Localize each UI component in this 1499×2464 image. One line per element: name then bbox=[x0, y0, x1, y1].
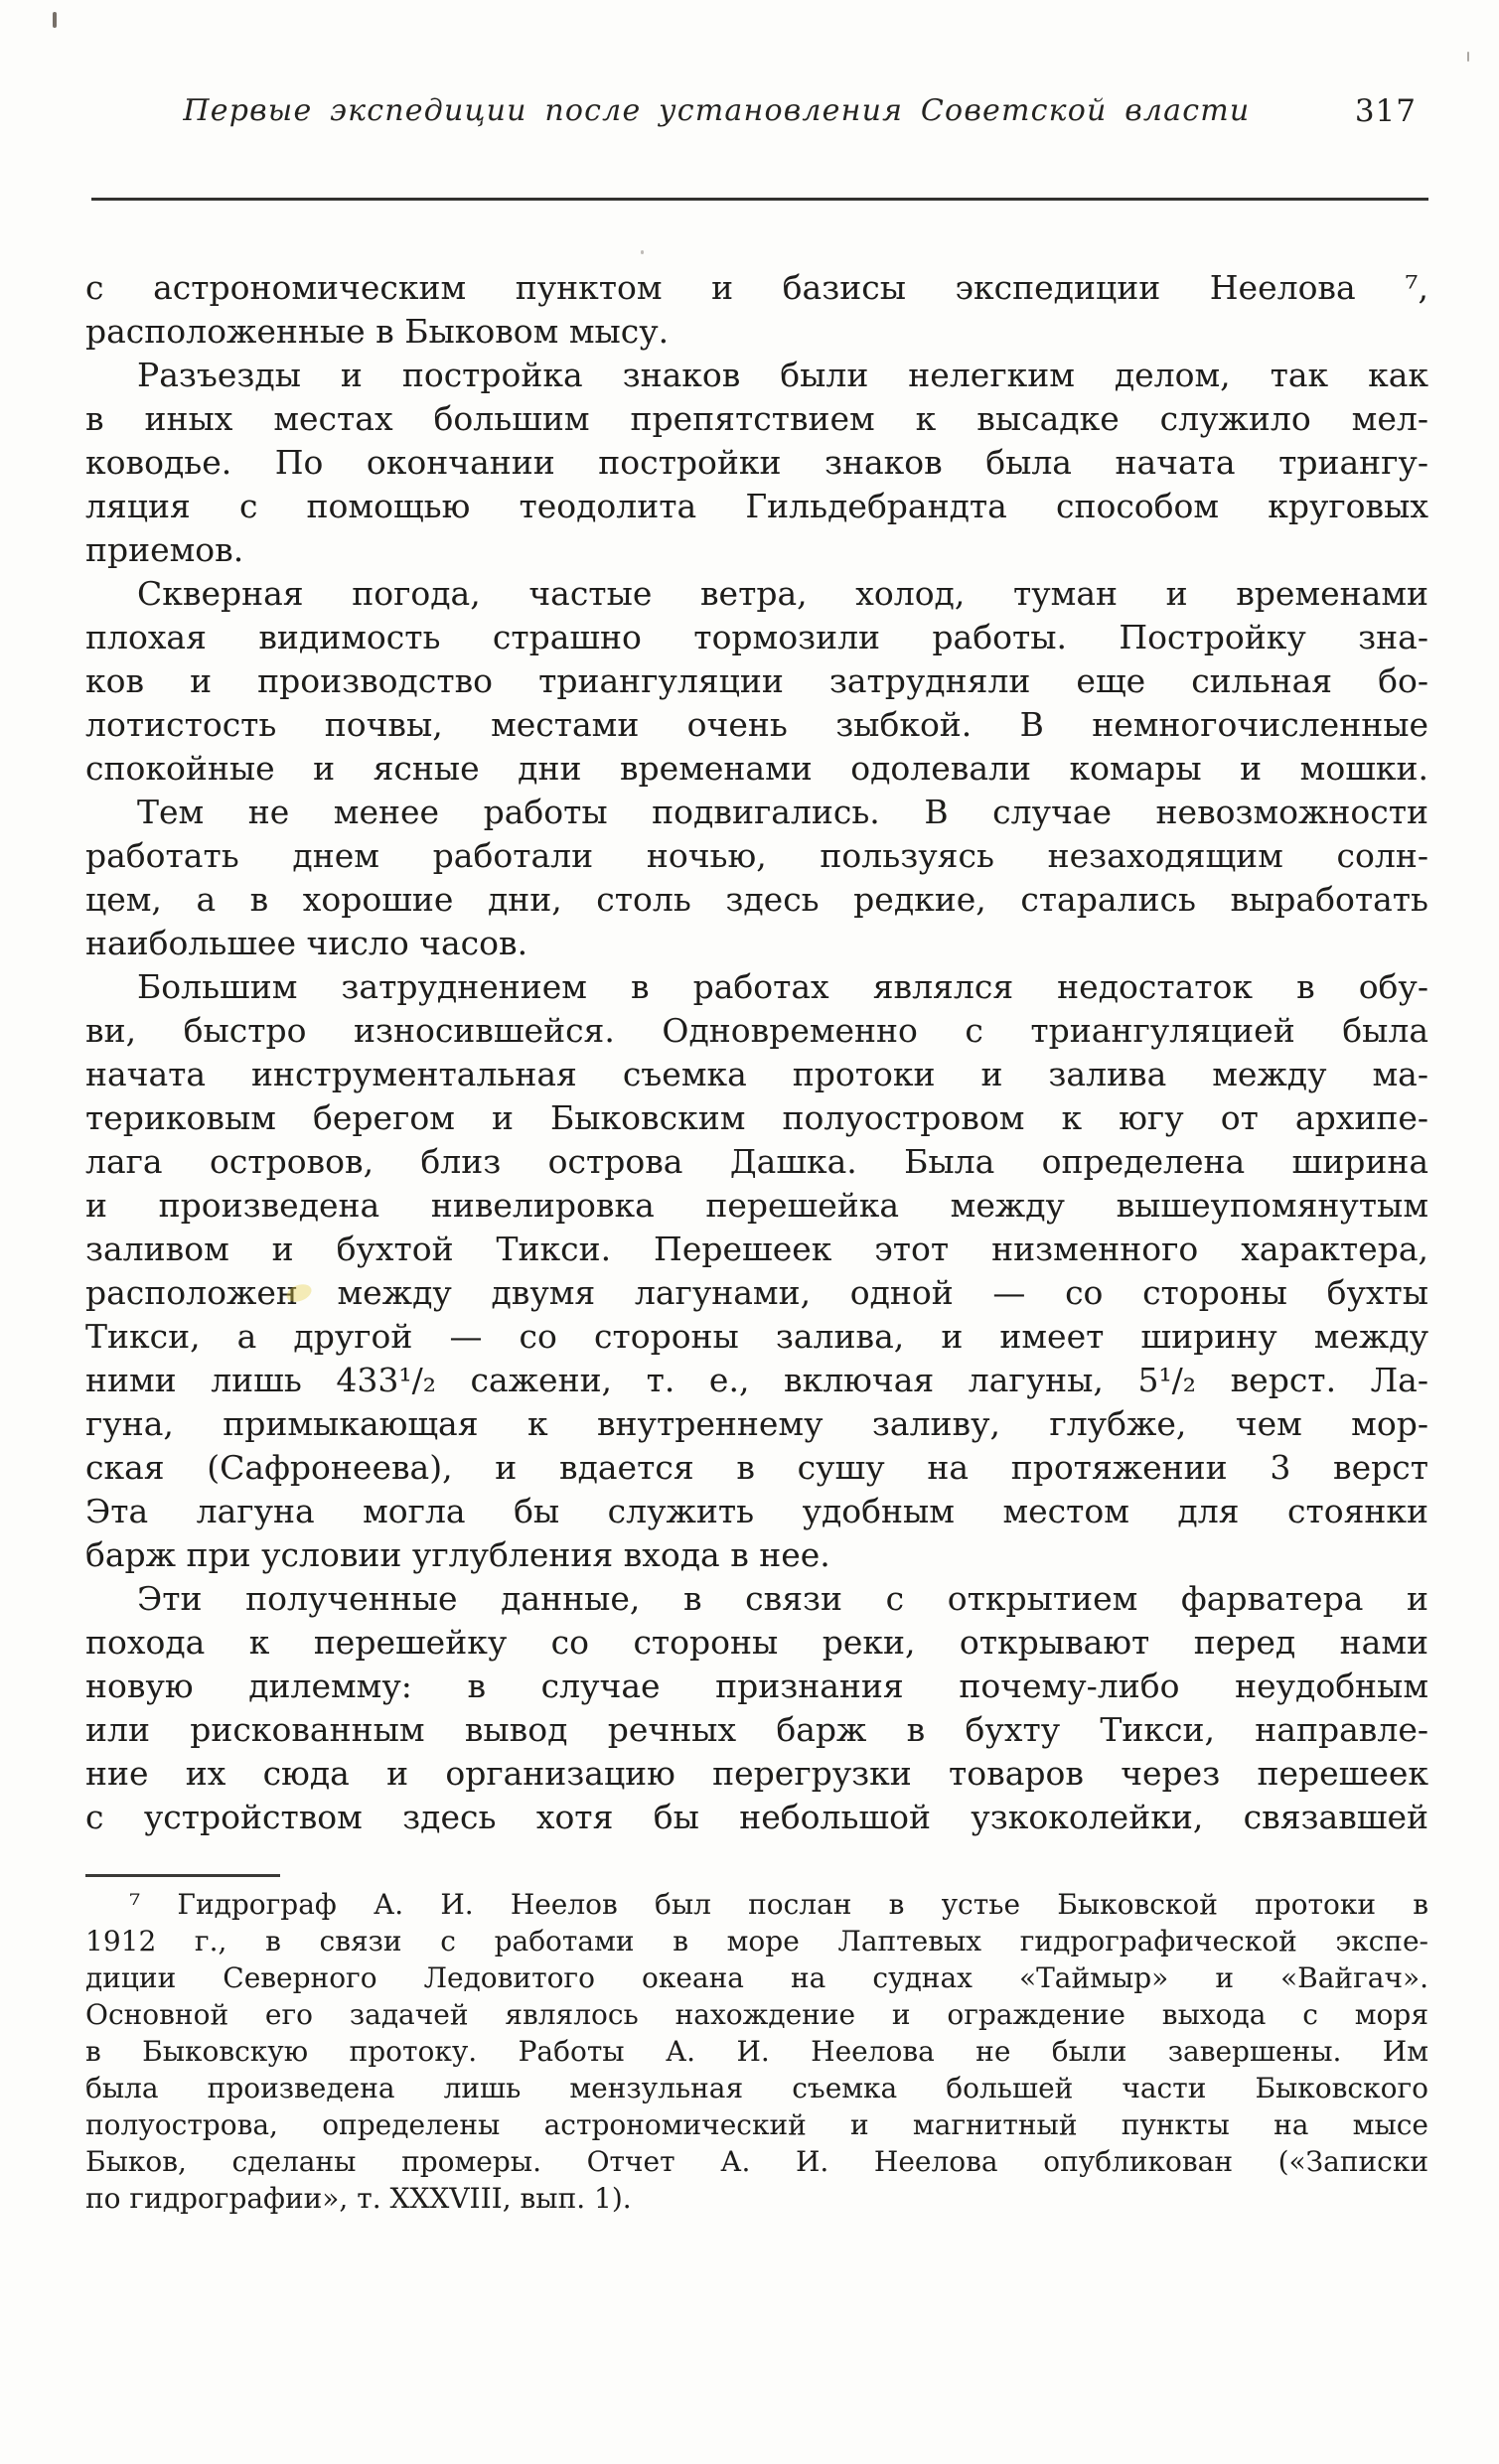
text-line: Тем не менее работы подвигались. В случае невозможности bbox=[137, 793, 1428, 831]
text-line: ляция с помощью теодолита Гильдебрандта способом круговых bbox=[85, 487, 1428, 525]
text-line: ние их сюда и организацию перегрузки товаров через перешеек bbox=[85, 1754, 1428, 1793]
running-head-title: Первые экспедиции после установления Советской власти bbox=[183, 93, 1251, 128]
text-line: или рискованным вывод речных барж в бухту Тикси, направле- bbox=[85, 1710, 1428, 1749]
text-line: заливом и бухтой Тикси. Перешеек этот низменного характера, bbox=[85, 1230, 1428, 1268]
text-line: Скверная погода, частые ветра, холод, туман и временами bbox=[137, 574, 1428, 613]
text-line: Разъезды и постройка знаков были нелегким делом, так как bbox=[137, 356, 1428, 394]
text-line: плохая видимость страшно тормозили работы. Постройку зна- bbox=[85, 618, 1428, 656]
text-line: работать днем работали ночью, пользуясь незаходящим солн- bbox=[85, 836, 1428, 875]
text-line: новую дилемму: в случае признания почему-либо неудобным bbox=[85, 1667, 1428, 1705]
text-line: приемов. bbox=[85, 530, 244, 569]
paragraph bbox=[85, 572, 1428, 791]
text-line: начата инструментальная съемка протоки и залива между ма- bbox=[85, 1055, 1428, 1093]
text-line: с устройством здесь хотя бы небольшой узкоколейки, связавшей bbox=[85, 1798, 1428, 1836]
text-line: лага островов, близ острова Дашка. Была определена ширина bbox=[85, 1142, 1428, 1181]
text-line: барж при условии углубления входа в нее. bbox=[85, 1535, 830, 1574]
paragraph-continuation bbox=[85, 266, 1428, 354]
text-line: лотистость почвы, местами очень зыбкой. В немногочисленные bbox=[85, 705, 1428, 744]
footnote-line: ⁷ Гидрограф А. И. Неелов был послан в устье Быковской протоки в bbox=[129, 1888, 1428, 1921]
footnote-line: 1912 г., в связи с работами в море Лаптевых гидрографической экспе- bbox=[85, 1925, 1428, 1957]
text-line: териковым берегом и Быковским полуостровом к югу от архипе- bbox=[85, 1098, 1428, 1137]
footnote-line: Основной его задачей являлось нахождение и ограждение выхода с моря bbox=[85, 1998, 1428, 2031]
text-line: в иных местах большим препятствием к высадке служило мел- bbox=[85, 399, 1428, 438]
header-rule bbox=[91, 198, 1428, 201]
text-line: ская (Сафронеева), и вдается в сушу на протяжении 3 верст bbox=[85, 1448, 1428, 1487]
text-line: Эта лагуна могла бы служить удобным местом для стоянки bbox=[85, 1492, 1428, 1530]
scan-speck bbox=[1467, 52, 1469, 62]
text-line: цем, а в хорошие дни, столь здесь редкие, старались выработать bbox=[85, 880, 1428, 919]
footnote-line: была произведена лишь мензульная съемка большей части Быковского bbox=[85, 2072, 1428, 2104]
text-line: спокойные и ясные дни временами одолевали комары и мошки. bbox=[85, 749, 1428, 788]
footnote bbox=[85, 1886, 1428, 2217]
text-line: ними лишь 433¹/₂ сажени, т. е., включая лагуны, 5¹/₂ верст. Ла- bbox=[85, 1361, 1428, 1399]
text-line: наибольшее число часов. bbox=[85, 924, 528, 962]
footnote-line: Быков, сделаны промеры. Отчет А. И. Неелова опубликован («Записки bbox=[85, 2145, 1428, 2178]
paragraph bbox=[85, 1577, 1428, 1839]
text-line: ви, быстро износившейся. Одновременно с триангуляцией была bbox=[85, 1011, 1428, 1050]
text-line: похода к перешейку со стороны реки, открывают перед нами bbox=[85, 1623, 1428, 1662]
text-line: Большим затруднением в работах являлся недостаток в обу- bbox=[137, 967, 1428, 1006]
paragraph bbox=[85, 354, 1428, 572]
page-body bbox=[85, 266, 1428, 1839]
running-head bbox=[85, 93, 1428, 133]
text-line: с астрономическим пунктом и базисы экспедиции Неелова ⁷, bbox=[85, 268, 1428, 307]
footnote-separator bbox=[85, 1874, 280, 1877]
text-line: и произведена нивелировка перешейка между вышеупомянутым bbox=[85, 1186, 1428, 1225]
text-line: Эти полученные данные, в связи с открытием фарватера и bbox=[137, 1579, 1428, 1618]
text-line: расположен между двумя лагунами, одной — со стороны бухты bbox=[85, 1273, 1428, 1312]
footnote-line: полуострова, определены астрономический и магнитный пункты на мысе bbox=[85, 2108, 1428, 2141]
text-line: гуна, примыкающая к внутреннему заливу, глубже, чем мор- bbox=[85, 1404, 1428, 1443]
scan-speck bbox=[641, 250, 644, 254]
page-number: 317 bbox=[1354, 93, 1417, 129]
footnote-line: по гидрографии», т. XXXVIII, вып. 1). bbox=[85, 2182, 632, 2215]
text-line: ководье. По окончании постройки знаков была начата триангу- bbox=[85, 443, 1428, 482]
paragraph bbox=[85, 965, 1428, 1577]
paragraph bbox=[85, 791, 1428, 965]
text-line: расположенные в Быковом мысу. bbox=[85, 312, 670, 351]
text-line: Тикси, а другой — со стороны залива, и имеет ширину между bbox=[85, 1317, 1428, 1356]
text-line: ков и производство триангуляции затрудняли еще сильная бо- bbox=[85, 661, 1428, 700]
footnote-line: в Быковскую протоку. Работы А. И. Неелова не были завершены. Им bbox=[85, 2035, 1428, 2068]
scan-speck bbox=[53, 12, 57, 28]
footnote-line: диции Северного Ледовитого океана на суднах «Таймыр» и «Вайгач». bbox=[85, 1961, 1428, 1994]
